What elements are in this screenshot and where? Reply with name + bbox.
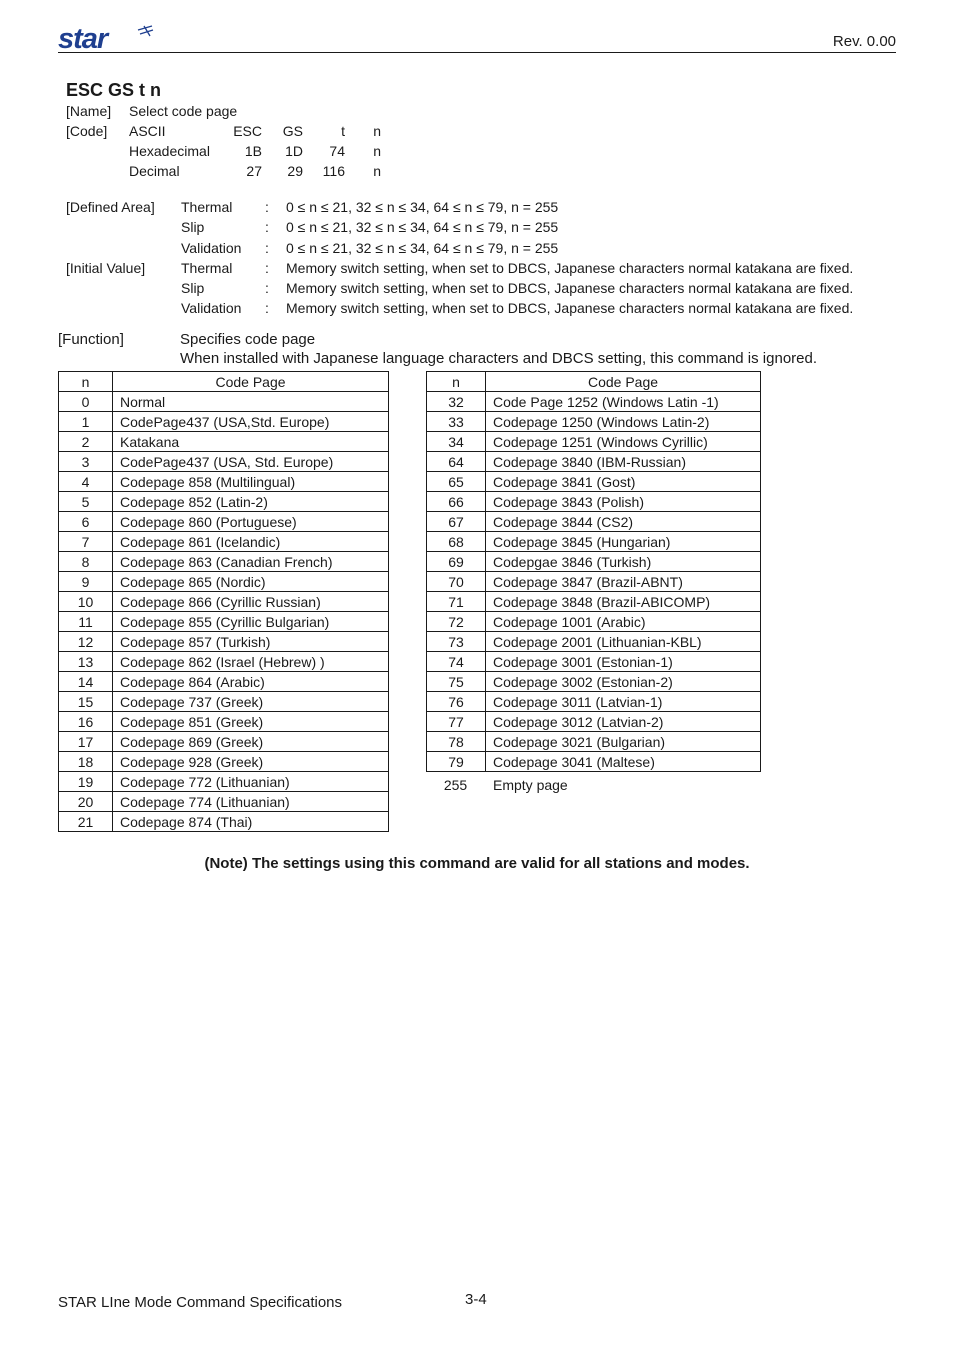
table-row bbox=[427, 732, 761, 752]
code-row-hex-v2: 1D bbox=[285, 143, 303, 159]
cell-code-page: Codepgae 3846 (Turkish) bbox=[486, 552, 761, 572]
cell-n: 8 bbox=[59, 552, 113, 572]
initial-value-station: Thermal bbox=[181, 260, 233, 276]
cell-code-page: Codepage 3011 (Latvian-1) bbox=[486, 692, 761, 712]
defined-area-station: Validation bbox=[181, 240, 242, 256]
note-text: (Note) The settings using this command are valid for all stations and modes. bbox=[204, 855, 750, 872]
cell-code-page: Codepage 862 (Israel (Hebrew) ) bbox=[113, 652, 389, 672]
defined-area-station: Slip bbox=[181, 219, 205, 235]
cell-code-page: Codepage 2001 (Lithuanian-KBL) bbox=[486, 632, 761, 652]
cell-code-page: Codepage 3012 (Latvian-2) bbox=[486, 712, 761, 732]
initial-value-station: Validation bbox=[181, 300, 242, 316]
cell-n: 71 bbox=[427, 592, 486, 612]
table-row bbox=[59, 412, 389, 432]
cell-code-page: Codepage 851 (Greek) bbox=[113, 712, 389, 732]
table-row bbox=[59, 512, 389, 532]
cell-code-page: Codepage 864 (Arabic) bbox=[113, 672, 389, 692]
code-row-ascii-label: ASCII bbox=[129, 123, 166, 139]
cell-code-page: Codepage 3845 (Hungarian) bbox=[486, 532, 761, 552]
command-title: ESC GS t n bbox=[66, 80, 162, 100]
cell-n: 65 bbox=[427, 472, 486, 492]
header-divider bbox=[58, 52, 896, 53]
cell-n: 72 bbox=[427, 612, 486, 632]
cell-code-page: Codepage 3002 (Estonian-2) bbox=[486, 672, 761, 692]
table-row bbox=[427, 492, 761, 512]
table-row bbox=[59, 732, 389, 752]
code-row-dec-v3: 116 bbox=[322, 163, 345, 179]
cell-n: 1 bbox=[59, 412, 113, 432]
table-row bbox=[59, 392, 389, 412]
cell-code-page: Codepage 858 (Multilingual) bbox=[113, 472, 389, 492]
cell-n: 75 bbox=[427, 672, 486, 692]
table-row bbox=[427, 532, 761, 552]
cell-n: 74 bbox=[427, 652, 486, 672]
initial-value-sep: : bbox=[265, 280, 269, 296]
cell-n: 16 bbox=[59, 712, 113, 732]
initial-value-sep: : bbox=[265, 300, 269, 316]
cell-n: 32 bbox=[427, 392, 486, 412]
cell-n: 68 bbox=[427, 532, 486, 552]
initial-value-station: Slip bbox=[181, 280, 205, 296]
code-row-ascii-v2: GS bbox=[282, 123, 303, 139]
cell-code-page: CodePage437 (USA, Std. Europe) bbox=[113, 452, 389, 472]
code-row-ascii-v3: t bbox=[341, 123, 345, 139]
cell-code-page: Codepage 3843 (Polish) bbox=[486, 492, 761, 512]
column-header-n: n bbox=[59, 372, 113, 392]
function-label: [Function] bbox=[58, 331, 124, 348]
table-row bbox=[427, 512, 761, 532]
cell-n: 2 bbox=[59, 432, 113, 452]
code-row-dec-v1: 27 bbox=[246, 163, 262, 179]
cell-code-page: Codepage 3841 (Gost) bbox=[486, 472, 761, 492]
defined-area-sep: : bbox=[265, 219, 269, 235]
table-row bbox=[59, 492, 389, 512]
code-row-hex-v4: n bbox=[373, 143, 381, 159]
table-row bbox=[427, 592, 761, 612]
table-row bbox=[427, 712, 761, 732]
cell-n: 69 bbox=[427, 552, 486, 572]
table-row bbox=[427, 392, 761, 412]
initial-value-text: Memory switch setting, when set to DBCS, Japanese characters normal katakana are fixed. bbox=[286, 280, 854, 296]
cell-n: 4 bbox=[59, 472, 113, 492]
footer-doc-title: STAR LIne Mode Command Specifications bbox=[58, 1294, 343, 1311]
name-value: Select code page bbox=[129, 103, 238, 119]
table-row bbox=[59, 672, 389, 692]
initial-value-text: Memory switch setting, when set to DBCS, Japanese characters normal katakana are fixed. bbox=[286, 260, 854, 276]
table-row bbox=[59, 432, 389, 452]
function-line-2: When installed with Japanese language characters and DBCS setting, this command is ignored. bbox=[180, 350, 818, 367]
code-row-hex-v1: 1B bbox=[244, 143, 262, 159]
table-row bbox=[59, 452, 389, 472]
defined-area-value: 0 ≤ n ≤ 21, 32 ≤ n ≤ 34, 64 ≤ n ≤ 79, n = 255 bbox=[286, 199, 559, 215]
cell-n: 78 bbox=[427, 732, 486, 752]
cell-code-page: Codepage 737 (Greek) bbox=[113, 692, 389, 712]
table-row bbox=[59, 652, 389, 672]
cell-n: 6 bbox=[59, 512, 113, 532]
table-header-row bbox=[427, 372, 761, 392]
table-row bbox=[427, 632, 761, 652]
cell-code-page: Codepage 860 (Portuguese) bbox=[113, 512, 389, 532]
cell-code-page: Codepage 869 (Greek) bbox=[113, 732, 389, 752]
initial-value-text: Memory switch setting, when set to DBCS, Japanese characters normal katakana are fixed. bbox=[286, 300, 854, 316]
table-header-row bbox=[59, 372, 389, 392]
cell-n: 11 bbox=[59, 612, 113, 632]
cell-n: 34 bbox=[427, 432, 486, 452]
cell-n: 76 bbox=[427, 692, 486, 712]
cell-n: 79 bbox=[427, 752, 486, 772]
code-row-dec-label: Decimal bbox=[129, 163, 180, 179]
cell-n: 67 bbox=[427, 512, 486, 532]
cell-code-page: Codepage 3848 (Brazil-ABICOMP) bbox=[486, 592, 761, 612]
cell-n: 13 bbox=[59, 652, 113, 672]
extra-row-code-page: Empty page bbox=[493, 777, 568, 793]
cell-code-page: Codepage 928 (Greek) bbox=[113, 752, 389, 772]
table-row bbox=[427, 452, 761, 472]
star-logo-text: star bbox=[58, 24, 108, 52]
cell-code-page: Codepage 857 (Turkish) bbox=[113, 632, 389, 652]
table-row bbox=[59, 752, 389, 772]
cell-n: 0 bbox=[59, 392, 113, 412]
table-row bbox=[427, 412, 761, 432]
cell-code-page: Codepage 852 (Latin-2) bbox=[113, 492, 389, 512]
cell-code-page: Codepage 1001 (Arabic) bbox=[486, 612, 761, 632]
cell-n: 10 bbox=[59, 592, 113, 612]
cell-code-page: Codepage 863 (Canadian French) bbox=[113, 552, 389, 572]
name-label: [Name] bbox=[66, 103, 112, 119]
code-row-ascii-v1: ESC bbox=[233, 123, 262, 139]
cell-n: 18 bbox=[59, 752, 113, 772]
code-label: [Code] bbox=[66, 123, 108, 139]
table-row bbox=[59, 712, 389, 732]
column-header-n: n bbox=[427, 372, 486, 392]
table-row bbox=[59, 532, 389, 552]
function-line-1: Specifies code page bbox=[180, 331, 316, 348]
cell-n: 7 bbox=[59, 532, 113, 552]
code-row-dec-v4: n bbox=[373, 163, 381, 179]
cell-code-page: CodePage437 (USA,Std. Europe) bbox=[113, 412, 389, 432]
cell-n: 14 bbox=[59, 672, 113, 692]
table-row bbox=[59, 572, 389, 592]
code-row-hex-label: Hexadecimal bbox=[129, 143, 210, 159]
defined-area-sep: : bbox=[265, 199, 269, 215]
cell-n: 15 bbox=[59, 692, 113, 712]
cell-code-page: Code Page 1252 (Windows Latin -1) bbox=[486, 392, 761, 412]
code-page-table-right bbox=[426, 371, 761, 772]
cell-code-page: Codepage 865 (Nordic) bbox=[113, 572, 389, 592]
defined-area-value: 0 ≤ n ≤ 21, 32 ≤ n ≤ 34, 64 ≤ n ≤ 79, n = 255 bbox=[286, 219, 559, 235]
table-row bbox=[427, 612, 761, 632]
cell-code-page: Codepage 3840 (IBM-Russian) bbox=[486, 452, 761, 472]
cell-n: 70 bbox=[427, 572, 486, 592]
table-row bbox=[427, 672, 761, 692]
cell-code-page: Codepage 1251 (Windows Cyrillic) bbox=[486, 432, 761, 452]
table-row bbox=[427, 432, 761, 452]
cell-code-page: Codepage 874 (Thai) bbox=[113, 812, 389, 832]
code-row-hex-v3: 74 bbox=[329, 143, 345, 159]
cell-code-page: Codepage 3001 (Estonian-1) bbox=[486, 652, 761, 672]
table-row bbox=[427, 572, 761, 592]
table-row bbox=[427, 552, 761, 572]
column-header-code-page: Code Page bbox=[486, 372, 761, 392]
star-logo-icon bbox=[58, 24, 158, 52]
table-row bbox=[59, 812, 389, 832]
table-row bbox=[427, 752, 761, 772]
cell-n: 66 bbox=[427, 492, 486, 512]
cell-code-page: Codepage 861 (Icelandic) bbox=[113, 532, 389, 552]
cell-code-page: Codepage 866 (Cyrillic Russian) bbox=[113, 592, 389, 612]
revision-label: Rev. 0.00 bbox=[832, 33, 896, 50]
cell-n: 19 bbox=[59, 772, 113, 792]
table-row bbox=[59, 592, 389, 612]
cell-code-page: Katakana bbox=[113, 432, 389, 452]
table-row bbox=[59, 632, 389, 652]
initial-value-label: [Initial Value] bbox=[66, 260, 146, 276]
cell-n: 77 bbox=[427, 712, 486, 732]
extra-row-n: 255 bbox=[443, 777, 468, 793]
cell-code-page: Normal bbox=[113, 392, 389, 412]
cell-n: 5 bbox=[59, 492, 113, 512]
footer-page-number: 3-4 bbox=[465, 1291, 487, 1308]
cell-n: 20 bbox=[59, 792, 113, 812]
defined-area-station: Thermal bbox=[181, 199, 233, 215]
cell-code-page: Codepage 3041 (Maltese) bbox=[486, 752, 761, 772]
defined-area-sep: : bbox=[265, 240, 269, 256]
cell-n: 64 bbox=[427, 452, 486, 472]
code-page-table-left bbox=[58, 371, 389, 832]
cell-code-page: Codepage 3021 (Bulgarian) bbox=[486, 732, 761, 752]
table-row bbox=[59, 692, 389, 712]
table-row bbox=[59, 552, 389, 572]
table-row bbox=[59, 772, 389, 792]
cell-code-page: Codepage 774 (Lithuanian) bbox=[113, 792, 389, 812]
defined-area-value: 0 ≤ n ≤ 21, 32 ≤ n ≤ 34, 64 ≤ n ≤ 79, n = 255 bbox=[286, 240, 559, 256]
table-row bbox=[59, 612, 389, 632]
code-row-dec-v2: 29 bbox=[287, 163, 303, 179]
code-row-ascii-v4: n bbox=[373, 123, 381, 139]
cell-n: 33 bbox=[427, 412, 486, 432]
cell-n: 17 bbox=[59, 732, 113, 752]
table-row bbox=[427, 472, 761, 492]
table-row bbox=[427, 652, 761, 672]
initial-value-sep: : bbox=[265, 260, 269, 276]
column-header-code-page: Code Page bbox=[113, 372, 389, 392]
defined-area-label: [Defined Area] bbox=[66, 199, 155, 215]
cell-n: 3 bbox=[59, 452, 113, 472]
cell-n: 73 bbox=[427, 632, 486, 652]
cell-n: 12 bbox=[59, 632, 113, 652]
cell-code-page: Codepage 3844 (CS2) bbox=[486, 512, 761, 532]
cell-code-page: Codepage 855 (Cyrillic Bulgarian) bbox=[113, 612, 389, 632]
cell-n: 9 bbox=[59, 572, 113, 592]
cell-code-page: Codepage 1250 (Windows Latin-2) bbox=[486, 412, 761, 432]
cell-code-page: Codepage 3847 (Brazil-ABNT) bbox=[486, 572, 761, 592]
cell-n: 21 bbox=[59, 812, 113, 832]
cell-code-page: Codepage 772 (Lithuanian) bbox=[113, 772, 389, 792]
table-row bbox=[427, 692, 761, 712]
table-row bbox=[59, 792, 389, 812]
table-row bbox=[59, 472, 389, 492]
